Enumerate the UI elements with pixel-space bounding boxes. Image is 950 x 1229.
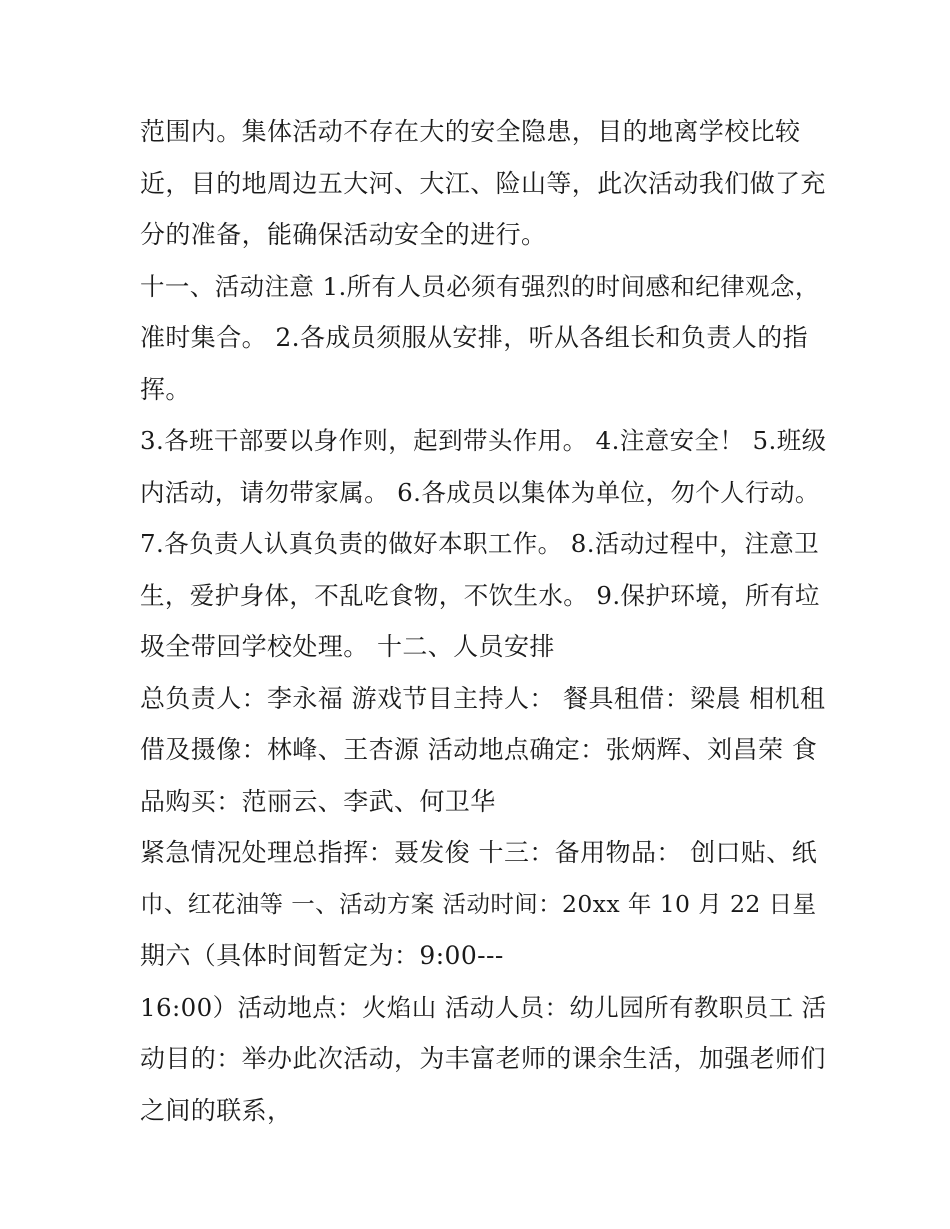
text-line: 准时集合。 2.各成员须服从安排，听从各组长和负责人的指	[140, 323, 809, 352]
text-line: 总负责人：李永福 游戏节目主持人： 餐具租借：梁晨 相机租	[140, 683, 826, 713]
text-line: 近，目的地周边五大河、大江、险山等，此次活动我们做了充	[140, 168, 826, 198]
text-line: 紧急情况处理总指挥：聂发俊 十三：备用物品： 创口贴、纸	[140, 838, 818, 867]
text-line: 动目的：举办此次活动，为丰富老师的课余生活，加强老师们	[140, 1044, 826, 1073]
text-line: 7.各负责人认真负责的做好本职工作。 8.活动过程中，注意卫	[140, 529, 820, 558]
text-line: 十一、活动注意 1.所有人员必须有强烈的时间感和纪律观念，	[140, 271, 820, 301]
text-line: 圾全带回学校处理。 十二、人员安排	[140, 632, 555, 661]
text-line: 生，爱护身体，不乱吃食物，不饮生水。 9.保护环境，所有垃	[140, 580, 820, 610]
text-line: 3.各班干部要以身作则，起到带头作用。 4.注意安全！ 5.班级	[140, 426, 827, 455]
text-line: 分的准备，能确保活动安全的进行。	[140, 220, 547, 249]
text-line: 品购买：范丽云、李武、何卫华	[140, 786, 496, 816]
document-body	[140, 106, 830, 1136]
text-line: 期六（具体时间暂定为：9:00---	[140, 941, 504, 970]
text-line: 挥。	[140, 374, 191, 404]
text-line: 之间的联系，	[140, 1095, 293, 1125]
text-line: 范围内。集体活动不存在大的安全隐患，目的地离学校比较	[140, 117, 801, 146]
text-line: 16:00）活动地点：火焰山 活动人员：幼儿园所有教职员工 活	[140, 992, 827, 1022]
text-line: 内活动，请勿带家属。 6.各成员以集体为单位，勿个人行动。	[140, 477, 820, 507]
text-line: 借及摄像：林峰、王杏源 活动地点确定：张炳辉、刘昌荣 食	[140, 735, 818, 764]
text-line: 巾、红花油等 一、活动方案 活动时间：20xx 年 10 月 22 日星	[140, 889, 817, 918]
